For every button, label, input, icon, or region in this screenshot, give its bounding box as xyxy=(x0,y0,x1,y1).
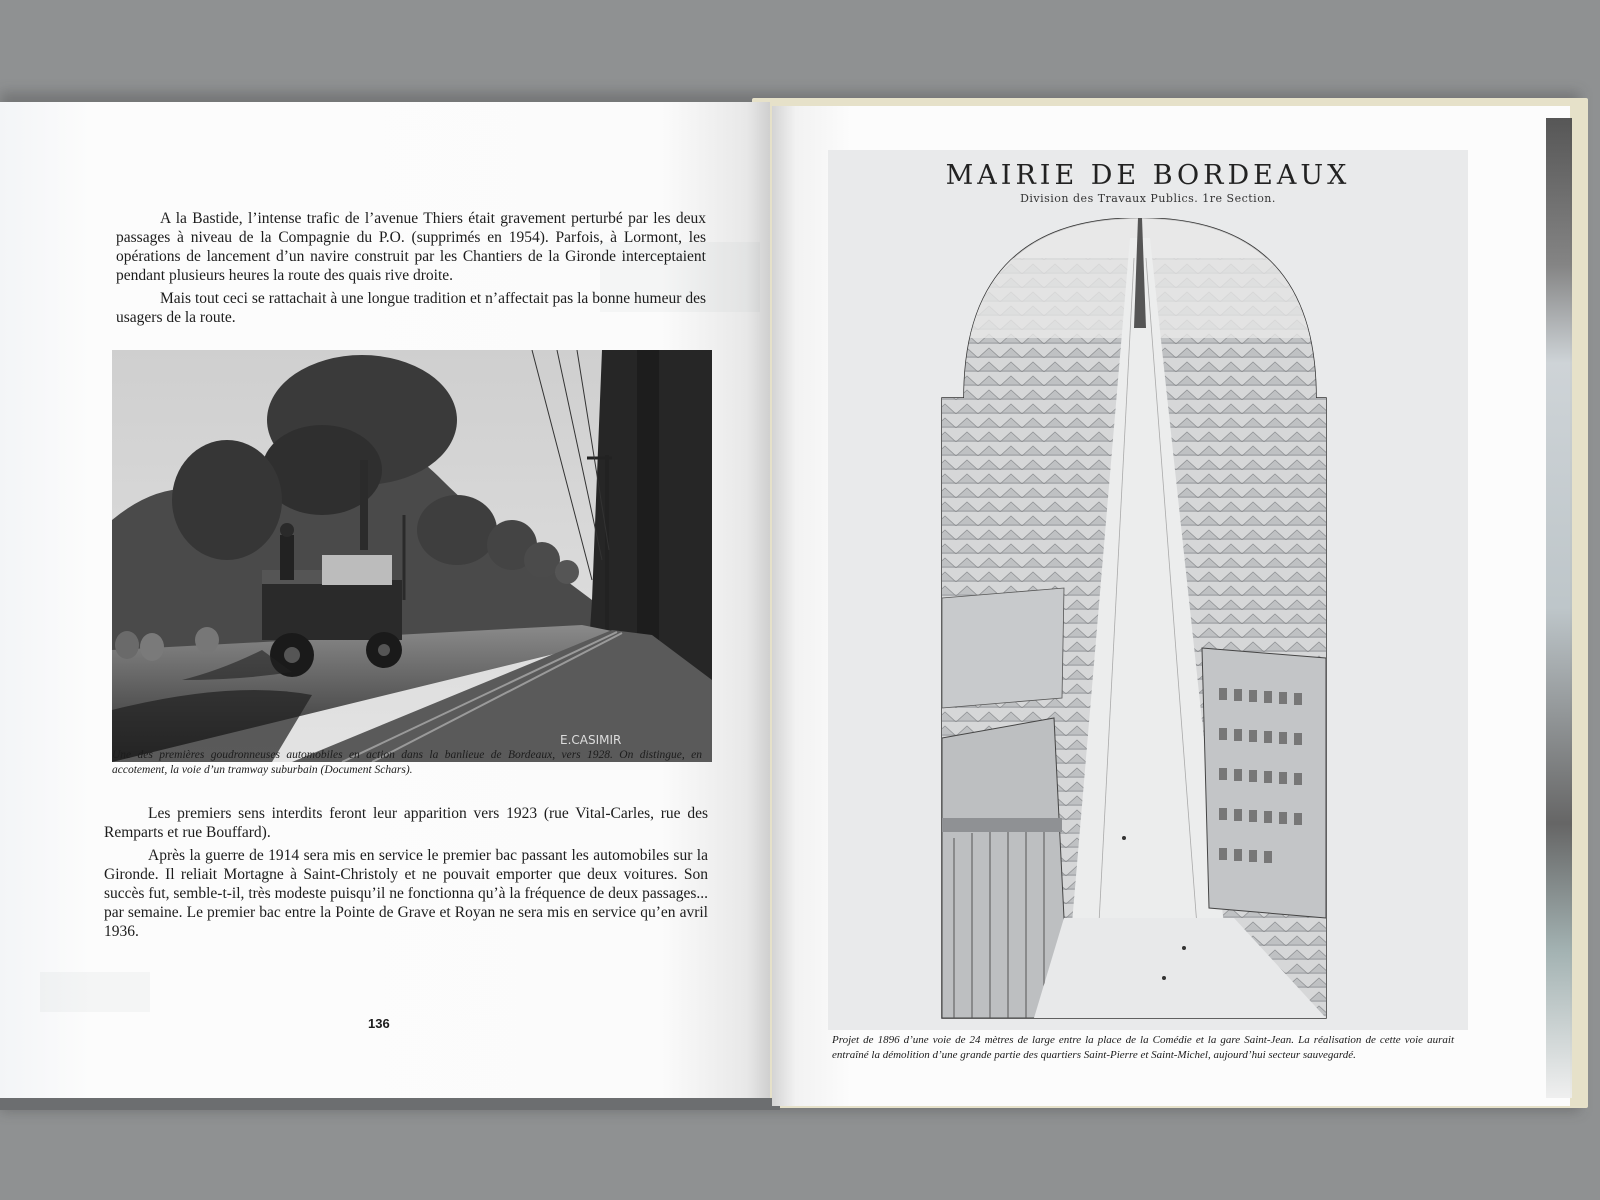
paragraph: Les premiers sens interdits feront leur apparition vers 1923 (rue Vital-Carles, rue des Remparts et rue Bouffard). xyxy=(104,805,708,841)
body-text-top xyxy=(116,209,706,331)
page-number: 136 xyxy=(368,1016,390,1031)
paragraph: Mais tout ceci se rattachait à une longue tradition et n’affectait pas la bonne humeur des usagers de la route. xyxy=(116,290,706,326)
left-page xyxy=(0,102,770,1098)
plate-title: MAIRIE DE BORDEAUX xyxy=(945,160,1351,191)
page-stack-edge xyxy=(1546,118,1572,1098)
paragraph: Après la guerre de 1914 sera mis en service le premier bac passant les automobiles sur la Gironde. Il reliait Mortagne à Saint-Christoly et ne pouvait emporter que deux voitures. Son succès fut, semble-t-il, très modeste puisqu’il ne fonctionna qu’à la fréquence de deux passages... par semaine. Le premier bac entre la Pointe de Grave et Royan ne sera mis en service qu’en avril 1936. xyxy=(104,847,708,940)
photo-signature: E.CASIMIR xyxy=(560,733,622,747)
tar-sprayer-photo xyxy=(112,350,712,762)
body-text-bottom xyxy=(104,804,708,945)
historical-photo xyxy=(112,350,712,762)
paragraph: A la Bastide, l’intense trafic de l’avenue Thiers était gravement perturbé par les deux passages à niveau de la Compagnie du P.O. (supprimés en 1954). Parfois, à Lormont, les opérations de lancement d’un navire construit par les Chantiers de la Gironde interceptaient pendant plusieurs heures la route des quais rive droite. xyxy=(116,210,706,284)
bordeaux-avenue-engraving xyxy=(934,218,1346,1020)
photo-caption: Une des premières goudronneuses automobiles en action dans la banlieue de Bordeaux, vers 1928. On distingue, en accotement, la voie d’un tramway suburbain (Document Schars). xyxy=(112,749,702,776)
arched-engraving xyxy=(934,218,1346,1020)
plate-subtitle: Division des Travaux Publics. 1re Section. xyxy=(1020,192,1276,205)
plate-caption: Projet de 1896 d’une voie de 24 mètres de large entre la place de la Comédie et la gare Saint-Jean. La réalisation de cette voie aurait entraîné la démolition d’une grande partie des quartiers Saint-Pierre et Saint-Michel, aujourd’hui secteur sauvegardé. xyxy=(832,1034,1454,1061)
city-plan-plate xyxy=(828,150,1468,1030)
show-through-block xyxy=(40,972,150,1012)
book-bottom-edge xyxy=(0,1098,780,1110)
